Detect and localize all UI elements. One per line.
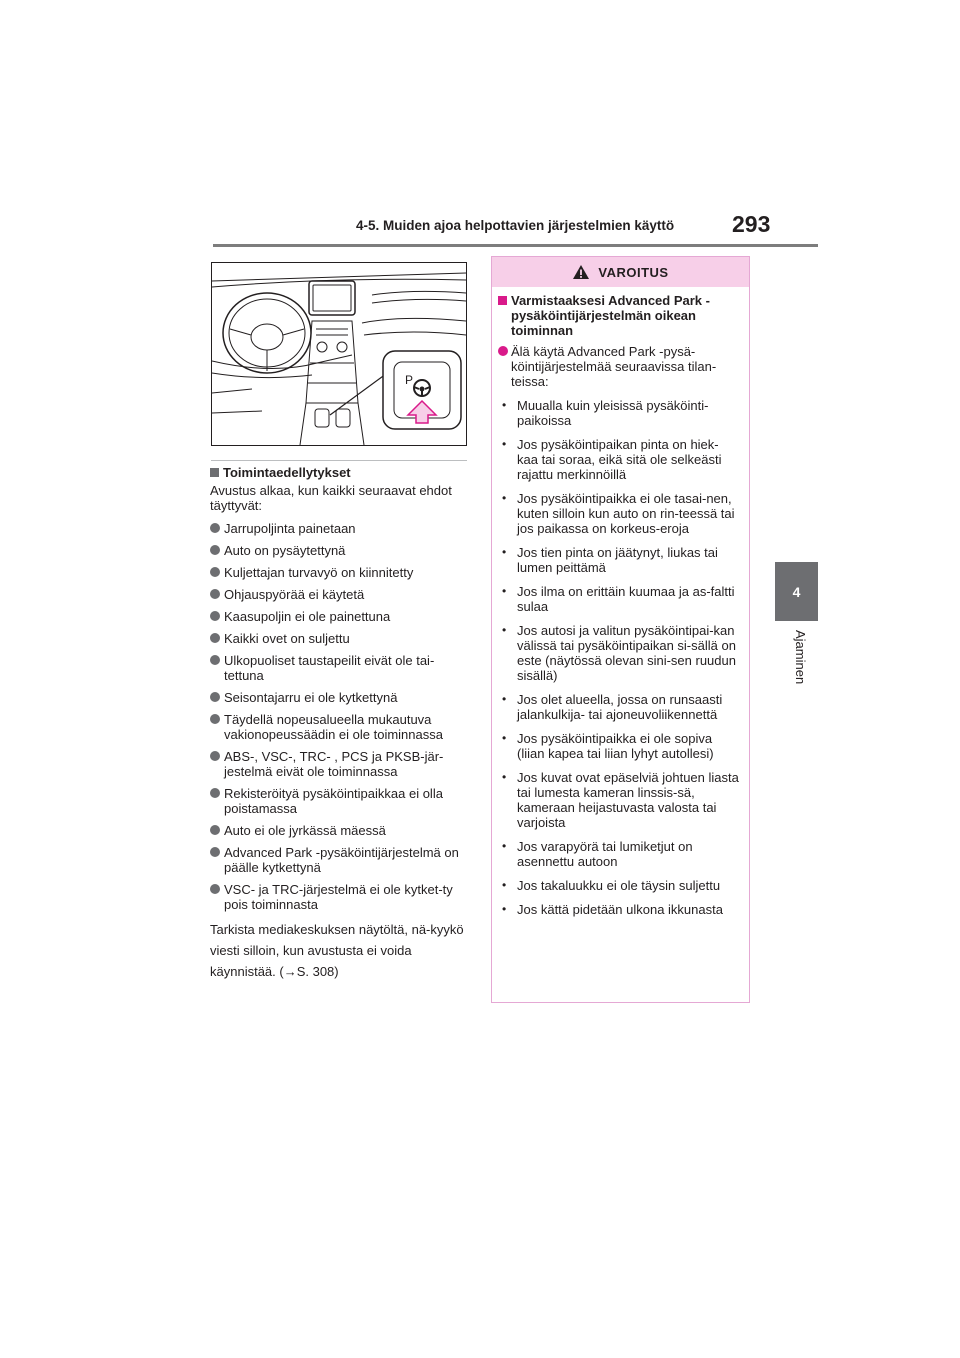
list-item: Rekisteröityä pysäköintipaikkaa ei olla poistamassa: [210, 786, 472, 816]
warning-heading: Varmistaaksesi Advanced Park -pysäköintijärjestelmän oikean toiminnan: [498, 293, 739, 338]
list-item: Jarrupoljinta painetaan: [210, 521, 472, 536]
dashboard-illustration: [211, 262, 467, 446]
list-item: Täydellä nopeusalueella mukautuva vakionopeussäädin ei ole toiminnassa: [210, 712, 472, 742]
warning-triangle-icon: [572, 264, 590, 280]
circle-bullet-icon: [210, 567, 220, 577]
warning-header: [492, 257, 749, 287]
chapter-tab-label: Ajaminen: [793, 630, 808, 685]
circle-bullet-icon: [210, 884, 220, 894]
list-item: • Jos tien pinta on jäätynyt, liukas tai lumen peittämä: [498, 545, 739, 575]
conditions-list: [210, 521, 472, 912]
section-heading: Toimintaedellytykset: [210, 465, 472, 480]
warning-title: VAROITUS: [598, 264, 669, 280]
warning-box: [491, 256, 750, 1003]
warning-body: [492, 287, 749, 917]
closing-note: Tarkista mediakeskuksen näytöltä, nä-kyykö viesti silloin, kun avustusta ei voida käynnistää. (→S. 308): [210, 922, 464, 979]
chapter-title: 4-5. Muiden ajoa helpottavien järjestelmien käyttö: [356, 218, 675, 233]
list-item: Ohjauspyörää ei käytetä: [210, 587, 472, 602]
list-item: • Jos takaluukku ei ole täysin suljettu: [498, 878, 739, 893]
list-item: • Jos pysäköintipaikka ei ole tasai-nen, kuten silloin kun auto on rin-teessä tai jos paikassa on korkeus-eroja: [498, 491, 739, 536]
list-item: • Jos kättä pidetään ulkona ikkunasta: [498, 902, 739, 917]
list-item: ABS-, VSC-, TRC- , PCS ja PKSB-jär-jestelmä eivät ole toiminnassa: [210, 749, 472, 779]
list-item: • Jos autosi ja valitun pysäköintipai-kan välissä tai pysäköintipaikan si-sällä on este (näytössä olevan sini-sen ruudun sisällä): [498, 623, 739, 683]
square-bullet-icon: [498, 296, 507, 305]
dashboard-drawing: [212, 263, 466, 445]
list-item: Auto ei ole jyrkässä mäessä: [210, 823, 472, 838]
warning-list: [498, 398, 739, 917]
list-item: • Jos olet alueella, jossa on runsaasti jalankulkija- tai ajoneuvoliikennettä: [498, 692, 739, 722]
chapter-tab[interactable]: 4: [775, 562, 818, 621]
circle-bullet-icon: [498, 346, 508, 356]
list-item: Kuljettajan turvavyö on kiinnitetty: [210, 565, 472, 580]
list-item: Kaasupoljin ei ole painettuna: [210, 609, 472, 624]
square-bullet-icon: [210, 468, 219, 477]
p-label: P: [405, 373, 414, 387]
circle-bullet-icon: [210, 692, 220, 702]
conditions-section: [210, 465, 472, 982]
circle-bullet-icon: [210, 751, 220, 761]
list-item: • Muualla kuin yleisissä pysäköinti-paikoissa: [498, 398, 739, 428]
page-number: 293: [732, 211, 771, 237]
list-item: VSC- ja TRC-järjestelmä ei ole kytket-ty pois toiminnasta: [210, 882, 472, 912]
list-item: • Jos ilma on erittäin kuumaa ja as-faltti sulaa: [498, 584, 739, 614]
list-item: Advanced Park -pysäköintijärjestelmä on päälle kytkettynä: [210, 845, 472, 875]
circle-bullet-icon: [210, 611, 220, 621]
circle-bullet-icon: [210, 545, 220, 555]
list-item: • Jos varapyörä tai lumiketjut on asennettu autoon: [498, 839, 739, 869]
circle-bullet-icon: [210, 523, 220, 533]
section-intro: Avustus alkaa, kun kaikki seuraavat ehdot täyttyvät:: [210, 483, 452, 513]
circle-bullet-icon: [210, 655, 220, 665]
list-item: • Jos pysäköintipaikan pinta on hiek-kaa tai soraa, eikä sitä ole selkeästi rajattu merkinnöillä: [498, 437, 739, 482]
header-rule: [213, 244, 818, 247]
list-item: Seisontajarru ei ole kytkettynä: [210, 690, 472, 705]
circle-bullet-icon: [210, 825, 220, 835]
section-divider: [211, 460, 467, 461]
circle-bullet-icon: [210, 788, 220, 798]
list-item: Kaikki ovet on suljettu: [210, 631, 472, 646]
list-item: • Jos kuvat ovat epäselviä johtuen liasta tai lumesta kameran linssis-sä, kameraan heijastuvasta valosta tai varjoista: [498, 770, 739, 830]
circle-bullet-icon: [210, 847, 220, 857]
list-item: Ulkopuoliset taustapeilit eivät ole tai-tettuna: [210, 653, 472, 683]
list-item: • Jos pysäköintipaikka ei ole sopiva (liian kapea tai liian lyhyt autollesi): [498, 731, 739, 761]
circle-bullet-icon: [210, 589, 220, 599]
circle-bullet-icon: [210, 633, 220, 643]
list-item: Auto on pysäytettynä: [210, 543, 472, 558]
circle-bullet-icon: [210, 714, 220, 724]
warning-main: Älä käytä Advanced Park -pysä-köintijärjestelmää seuraavissa tilan-teissa:: [498, 344, 739, 389]
